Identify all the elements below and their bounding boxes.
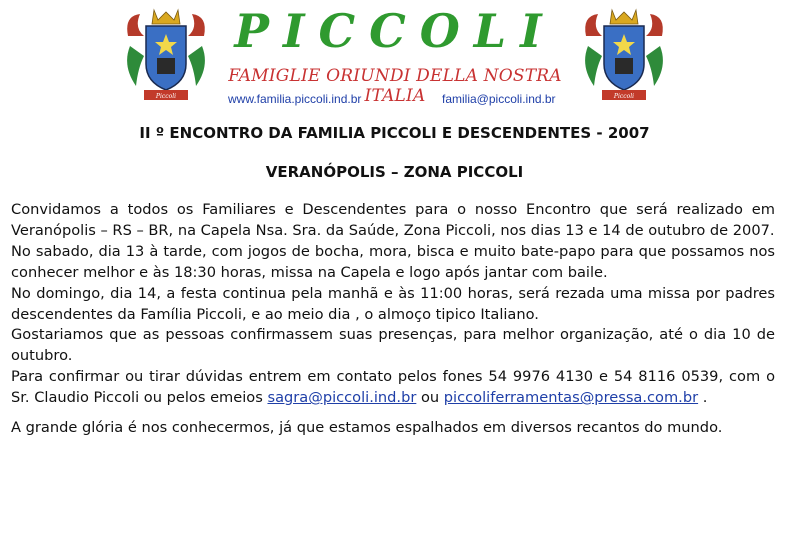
website-link[interactable]: www.familia.piccoli.ind.br xyxy=(228,92,362,106)
location-heading: VERANÓPOLIS – ZONA PICCOLI xyxy=(265,163,524,181)
page-subtitle: FAMIGLIE ORIUNDI DELLA NOSTRA ITALIA xyxy=(228,66,562,106)
page-title: PICCOLI xyxy=(234,4,556,58)
contact-end: . xyxy=(702,389,708,407)
header-email-link[interactable]: familia@piccoli.ind.br xyxy=(442,92,556,106)
paragraph-contact xyxy=(11,367,775,409)
crest-label-left: Piccoli xyxy=(155,93,177,100)
paragraph-confirmation: Gostariamos que as pessoas confirmassem suas presenças, para melhor organização, até o dia 10 de outubro. xyxy=(11,326,775,365)
paragraph-closing: A grande glória é nos conhecermos, já que estamos espalhados em diversos recantos do mundo. xyxy=(11,419,723,437)
family-crest-left-icon xyxy=(124,6,208,106)
crest-label-right: Piccoli xyxy=(613,93,635,100)
paragraph-invitation: Convidamos a todos os Familiares e Descendentes para o nosso Encontro que será realizado em Veranópolis – RS – BR, na Capela Nsa. Sra. da Saúde, Zona Piccoli, nos dias 13 e 14 de outubro de 2007. xyxy=(11,201,775,239)
sagra-email-link[interactable]: sagra@piccoli.ind.br xyxy=(267,389,417,407)
letter-body xyxy=(11,200,775,439)
ferramentas-email-link[interactable]: piccoliferramentas@pressa.com.br xyxy=(443,389,699,407)
family-crest-right-icon xyxy=(582,6,666,106)
contact-text: Para confirmar ou tirar dúvidas entrem em contato pelos fones 54 9976 4130 e 54 8116 0539, com o Sr. Claudio Piccoli ou pelos emeios xyxy=(11,368,775,407)
paragraph-saturday: No sabado, dia 13 à tarde, com jogos de bocha, mora, bisca e muito bate-papo para que possamos nos conhecer melhor e às 18:30 horas, missa na Capela e logo após jantar com baile. xyxy=(11,242,775,281)
event-heading: II º ENCONTRO DA FAMILIA PICCOLI E DESCENDENTES - 2007 xyxy=(139,124,650,142)
contact-or: ou xyxy=(420,389,440,407)
paragraph-sunday: No domingo, dia 14, a festa continua pela manhã e às 11:00 horas, será rezada uma missa por padres descendentes da Família Piccoli, e ao meio dia , o almoço tipico Italiano. xyxy=(11,284,775,323)
